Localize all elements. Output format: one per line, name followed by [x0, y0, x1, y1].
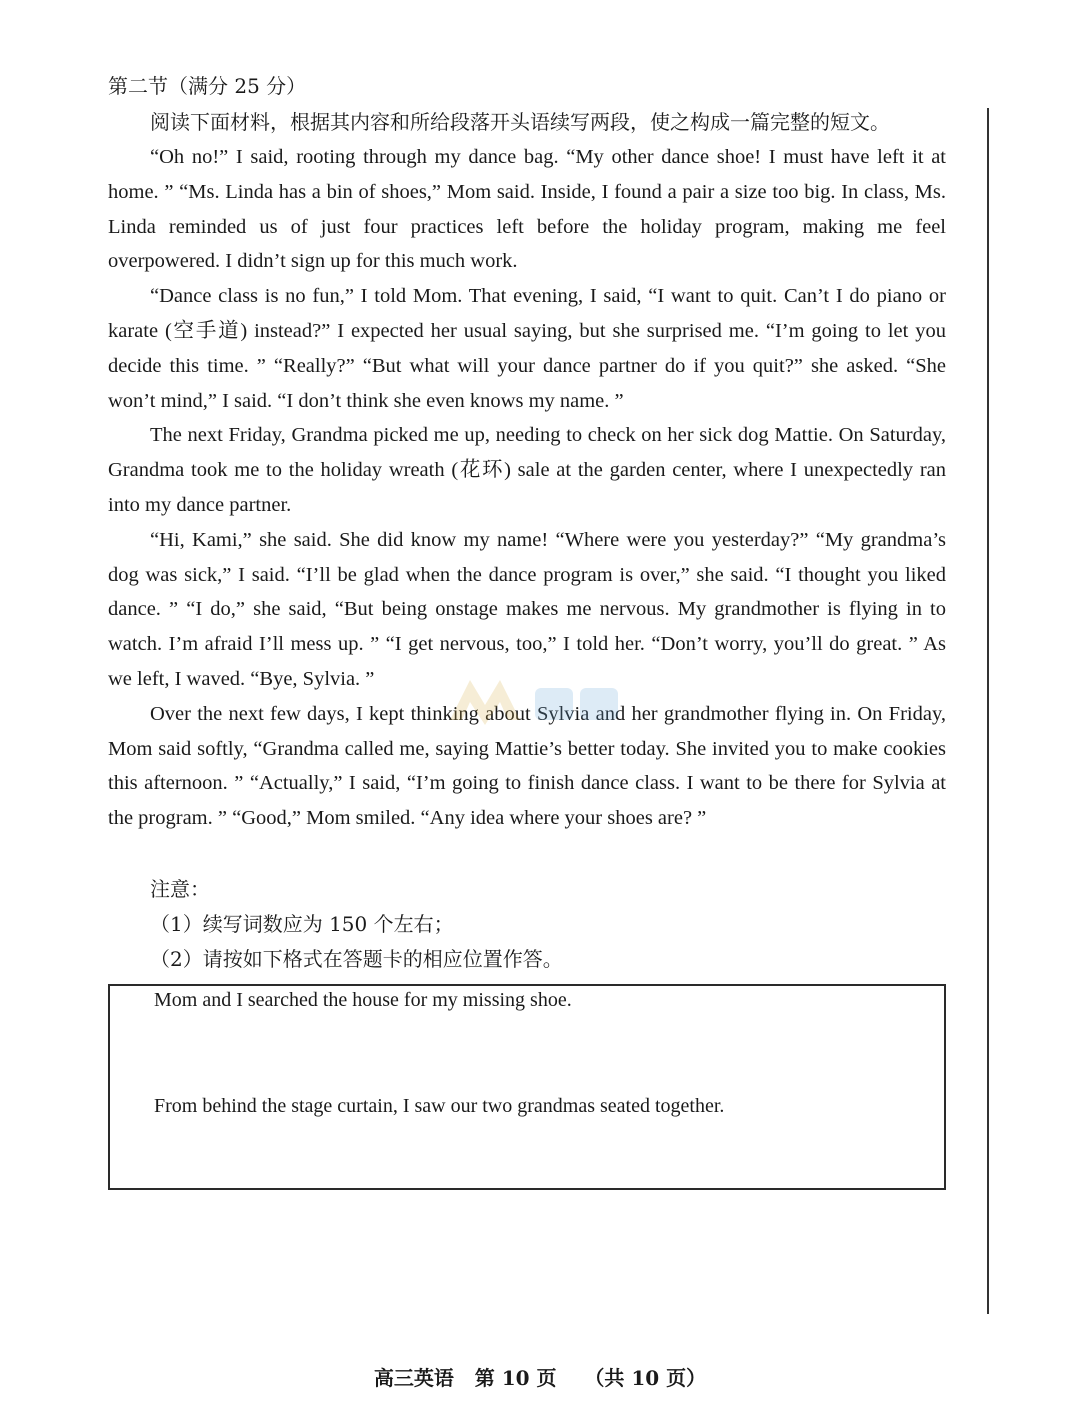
note-item-1: （1）续写词数应为 150 个左右； — [150, 912, 454, 936]
passage-paragraph-2: “Dance class is no fun,” I told Mom. That evening, I said, “I want to quit. Can’t I do piano or karate (空手道) instead?” I expected her usual saying, but she surprised me. “I’m going to let you decide this time. ” “Really?” “But what will your dance partner do if you quit?” she asked. “She won’t mind,” I said. “I don’t think she even knows my name. ” — [108, 285, 946, 412]
passage-paragraph-3: The next Friday, Grandma picked me up, needing to check on her sick dog Mattie. On Saturday, Grandma took me to the holiday wreath (花环) sale at the garden center, where I unexpectedly ran into my dance partner. — [108, 424, 946, 516]
notes-label: 注意： — [150, 877, 210, 901]
paragraph-2-opening: From behind the stage curtain, I saw our two grandmas seated together. — [154, 1095, 725, 1117]
task-instruction: 阅读下面材料，根据其内容和所给段落开头语续写两段，使之构成一篇完整的短文。 — [150, 110, 890, 134]
page-footer: 高三英语 第 10 页 （共 10 页） — [373, 1366, 707, 1390]
passage-paragraph-1: “Oh no!” I said, rooting through my dance bag. “My other dance shoe! I must have left it at home. ” “Ms. Linda has a bin of shoes,” Mom said. Inside, I found a pair a size too big. In class, Ms. Linda reminded us of just four practices left before the holiday program, making me feel overpowered. I didn’t sign up for this much work. — [108, 146, 946, 273]
margin-rule — [987, 108, 989, 1314]
paragraph-1-opening: Mom and I searched the house for my missing shoe. — [154, 989, 572, 1011]
reading-passage — [108, 140, 946, 836]
section-title: 第二节（满分 25 分） — [108, 74, 307, 98]
notes-section — [150, 872, 563, 977]
passage-paragraph-5: Over the next few days, I kept thinking about Sylvia and her grandmother flying in. On Friday, Mom said softly, “Grandma called me, saying Mattie’s better today. She invited you to make cookies this afternoon. ” “Actually,” I said, “I’m going to finish dance class. I want to be there for Sylvia at the program. ” “Good,” Mom smiled. “Any idea where your shoes are? ” — [108, 702, 946, 830]
passage-paragraph-4: “Hi, Kami,” she said. She did know my name! “Where were you yesterday?” “My grandma’s dog was sick,” I said. “I’ll be glad when the dance program is over,” she said. “I thought you liked dance. ” “I do,” she said, “But being onstage makes me nervous. My grandmother is flying in to watch. I’m afraid I’ll mess up. ” “I get nervous, too,” I told her. “Don’t worry, you’ll do great. ” As we left, I waved. “Bye, Sylvia. ” — [108, 528, 946, 690]
note-item-2: （2）请按如下格式在答题卡的相应位置作答。 — [150, 947, 563, 971]
answer-box — [108, 984, 946, 1190]
